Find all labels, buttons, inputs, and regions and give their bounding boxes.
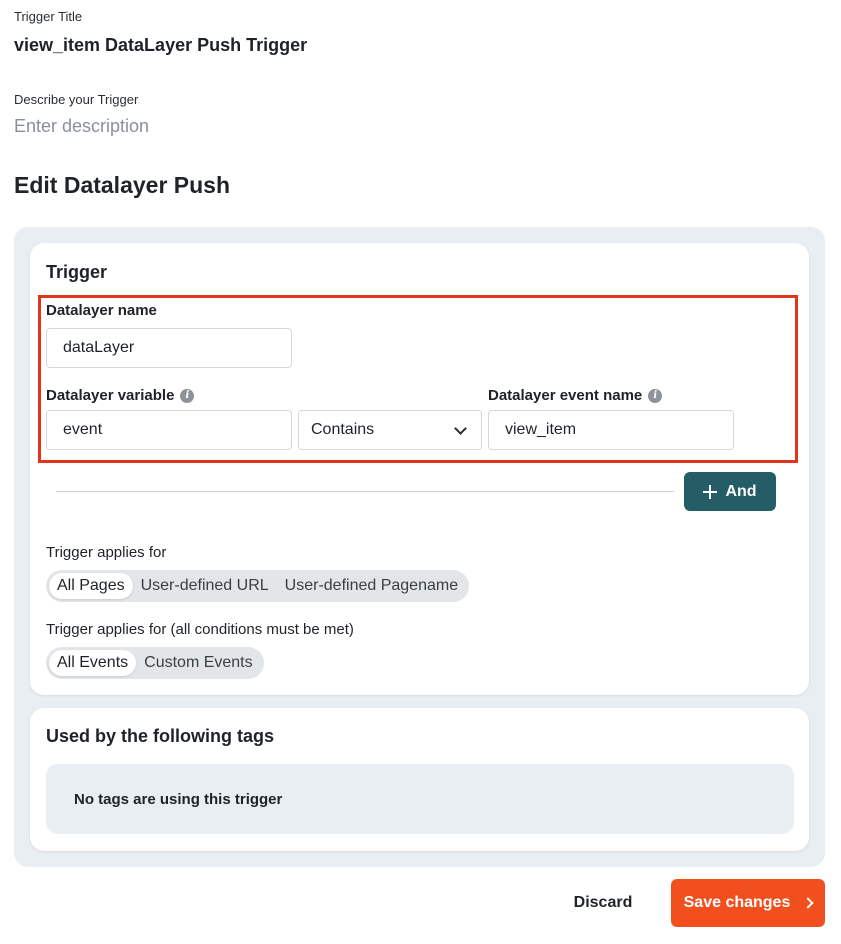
operator-select[interactable] (298, 410, 482, 450)
segment-user-defined-url[interactable]: User-defined URL (140, 577, 269, 594)
chevron-down-icon (454, 422, 467, 435)
description-label: Describe your Trigger (14, 92, 139, 107)
section-heading: Edit Datalayer Push (14, 172, 231, 198)
datalayer-variable-input[interactable]: event (46, 410, 292, 450)
segment-user-defined-pagename[interactable]: User-defined Pagename (284, 577, 459, 594)
tags-card-title: Used by the following tags (46, 726, 275, 746)
datalayer-name-input[interactable]: dataLayer (46, 328, 292, 368)
chevron-right-icon (803, 897, 814, 908)
datalayer-name-label: Datalayer name (46, 302, 157, 319)
applies-for-segmented (46, 570, 469, 602)
empty-tags-message: No tags are using this trigger (46, 764, 794, 834)
discard-button[interactable]: Discard (573, 894, 633, 911)
applies-for-events-segmented (46, 647, 264, 679)
info-icon[interactable]: i (180, 389, 194, 403)
info-icon[interactable]: i (648, 389, 662, 403)
applies-for-events-label: Trigger applies for (all conditions must be met) (46, 621, 354, 638)
segment-all-pages[interactable]: All Pages (49, 573, 133, 599)
trigger-title-value[interactable]: view_item DataLayer Push Trigger (14, 35, 308, 55)
add-and-condition-button[interactable]: And (684, 472, 776, 511)
divider (56, 491, 674, 492)
datalayer-event-name-input[interactable]: view_item (488, 410, 734, 450)
operator-selected: Contains (311, 421, 375, 438)
plus-icon (703, 485, 717, 499)
description-input[interactable] (14, 116, 514, 137)
datalayer-event-name-label: Datalayer event name i (488, 387, 662, 404)
segment-custom-events[interactable]: Custom Events (144, 654, 253, 671)
segment-all-events[interactable]: All Events (49, 650, 136, 676)
save-changes-button[interactable]: Save changes (671, 879, 825, 927)
datalayer-variable-label: Datalayer variable i (46, 387, 194, 404)
applies-for-label: Trigger applies for (46, 544, 167, 561)
trigger-card-title: Trigger (46, 262, 108, 282)
trigger-title-label: Trigger Title (14, 9, 83, 24)
